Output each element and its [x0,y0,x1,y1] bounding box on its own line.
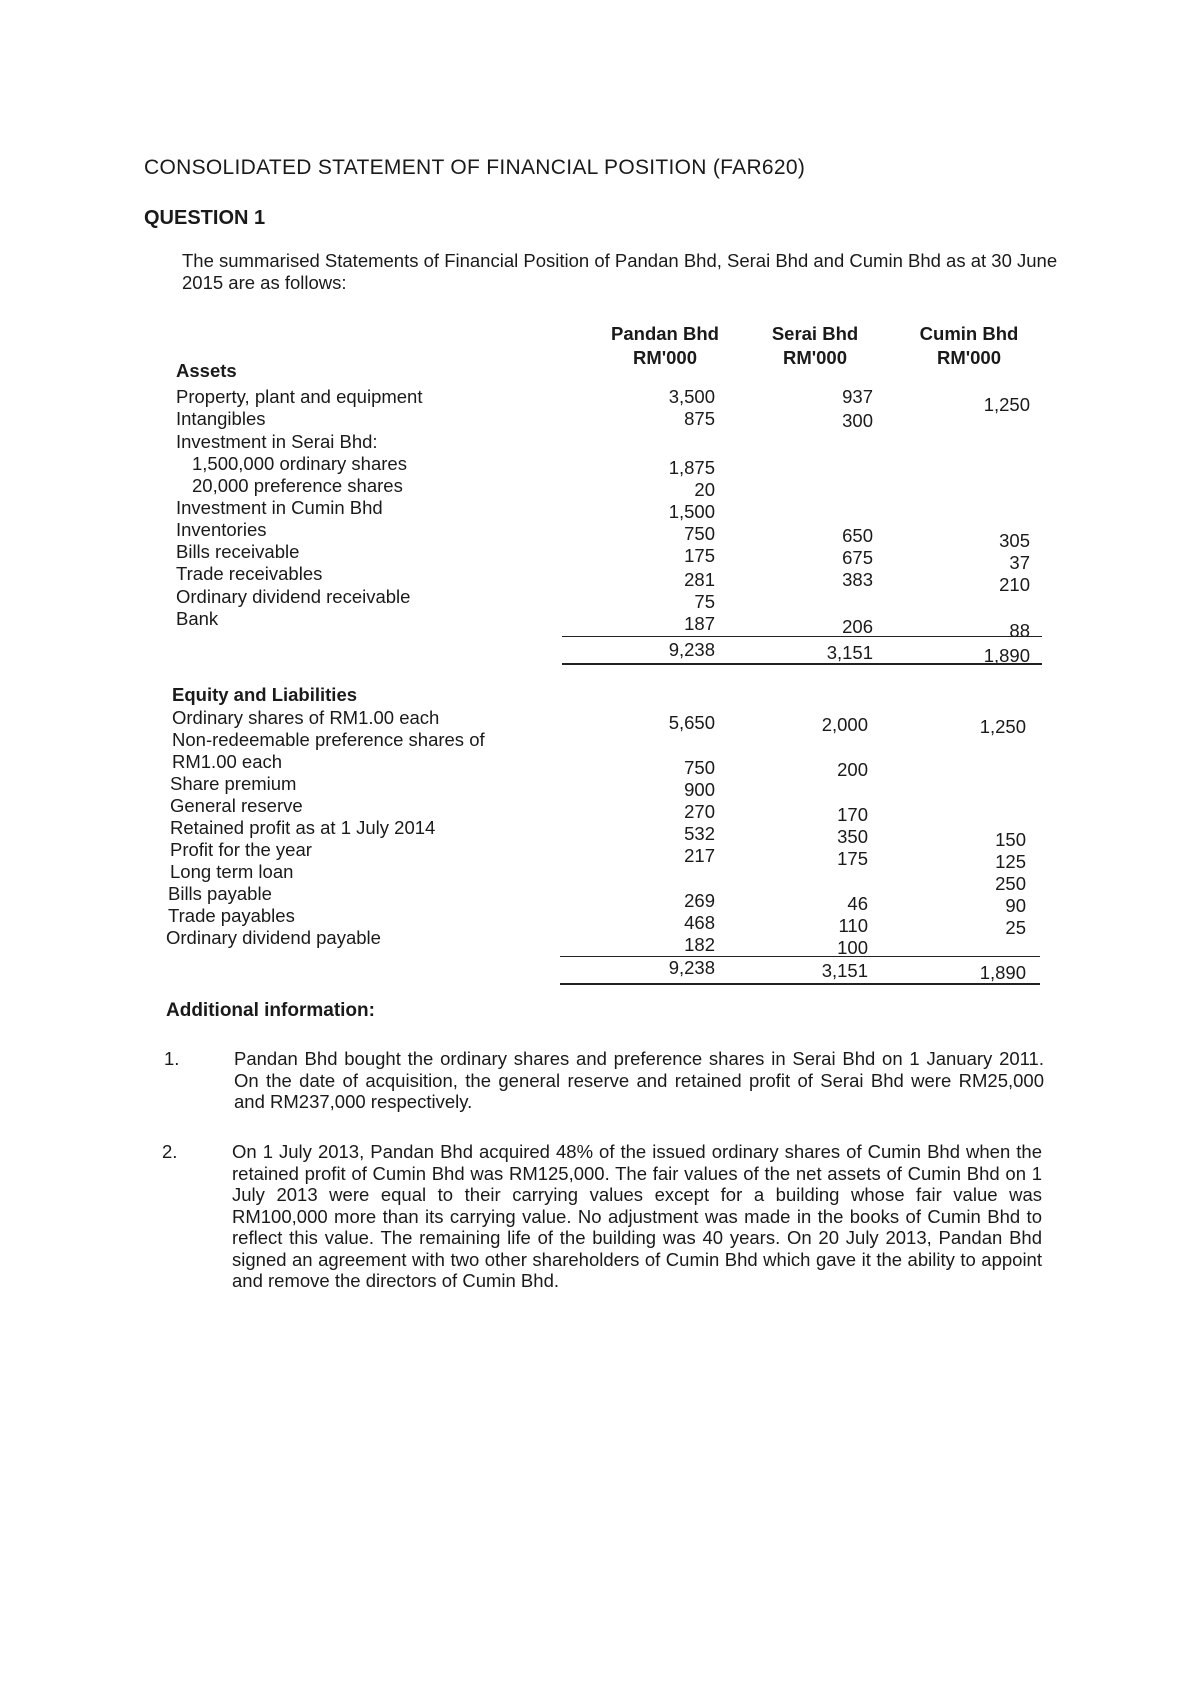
row-label: General reserve [170,795,303,816]
item-number: 2. [162,1141,178,1162]
row-label: Ordinary dividend payable [166,927,381,948]
cell-pandan: 187 [684,613,715,634]
cell-pandan: 3,500 [668,386,715,407]
cell-cumin: 150 [995,829,1026,850]
cell-serai: 675 [842,547,873,568]
row-label: Profit for the year [170,839,312,860]
cell-pandan: 1,500 [668,501,715,522]
row-label: Investment in Cumin Bhd [176,497,383,518]
unit-label: RM'000 [782,347,848,368]
column-header-serai [740,322,890,370]
cell-pandan: 217 [684,845,715,866]
total-cumin: 1,890 [979,962,1026,983]
cell-serai: 170 [837,804,868,825]
row-label: Ordinary shares of RM1.00 each [172,707,440,728]
assets-heading: Assets [176,360,237,381]
row-label: Long term loan [170,861,294,882]
row-label: Bills payable [168,883,272,904]
cell-pandan: 900 [684,779,715,800]
row-label: Investment in Serai Bhd: [176,431,378,452]
cell-serai: 206 [842,616,873,637]
subtotal-rule [560,956,1040,957]
unit-label: RM'000 [632,347,698,368]
cell-serai: 46 [847,893,868,914]
row-label: 1,500,000 ordinary shares [192,453,407,474]
cell-cumin: 90 [1005,895,1026,916]
company-name: Serai Bhd [771,323,859,344]
row-label: Bills receivable [176,541,300,562]
document-header: CONSOLIDATED STATEMENT OF FINANCIAL POSITION (FAR620) [144,156,806,179]
cell-cumin: 250 [995,873,1026,894]
cell-cumin: 37 [1009,552,1030,573]
cell-cumin: 1,250 [983,394,1030,415]
cell-serai: 175 [837,848,868,869]
row-label: Intangibles [176,408,266,429]
cell-pandan: 750 [684,523,715,544]
row-label: Share premium [170,773,297,794]
cell-serai: 383 [842,569,873,590]
cell-pandan: 468 [684,912,715,933]
cell-serai: 650 [842,525,873,546]
row-label: Retained profit as at 1 July 2014 [170,817,436,838]
cell-pandan: 875 [684,408,715,429]
cell-pandan: 532 [684,823,715,844]
row-label: Trade receivables [176,563,323,584]
row-label: RM1.00 each [172,751,283,772]
cell-pandan: 75 [694,591,715,612]
cell-serai: 2,000 [821,714,868,735]
cell-pandan: 5,650 [668,712,715,733]
question-title: QUESTION 1 [144,207,266,229]
row-label: Property, plant and equipment [176,386,423,407]
row-label: Inventories [176,519,267,540]
cell-pandan: 269 [684,890,715,911]
row-label: Trade payables [168,905,295,926]
total-serai: 3,151 [826,642,873,663]
equity-heading: Equity and Liabilities [172,684,358,705]
total-serai: 3,151 [821,960,868,981]
row-label: Bank [176,608,219,629]
cell-cumin: 25 [1005,917,1026,938]
additional-info-item: Pandan Bhd bought the ordinary shares and preference shares in Serai Bhd on 1 January 2011. On the date of acquisition, the general reserve and retained profit of Serai Bhd were RM25,000 and RM237,000 respectively. [234,1048,1044,1112]
cell-serai: 100 [837,937,868,958]
row-label: Ordinary dividend receivable [176,586,411,607]
total-rule [560,983,1040,985]
cell-serai: 200 [837,759,868,780]
column-header-pandan [590,322,740,370]
cell-pandan: 182 [684,934,715,955]
cell-pandan: 750 [684,757,715,778]
subtotal-rule [562,636,1042,637]
total-pandan: 9,238 [668,639,715,660]
row-label: 20,000 preference shares [192,475,403,496]
additional-info-item: On 1 July 2013, Pandan Bhd acquired 48% of the issued ordinary shares of Cumin Bhd when the retained profit of Cumin Bhd was RM125,000. The fair values of the net assets of Cumin Bhd on 1 July 2013 were equal to their carrying values except for a building whose fair value was RM100,000 more than its carrying value. No adjustment was made in the books of Cumin Bhd to reflect this value. The remaining life of the building was 40 years. On 20 July 2013, Pandan Bhd signed an agreement with two other shareholders of Cumin Bhd which gave it the ability to appoint and remove the directors of Cumin Bhd. [232,1141,1042,1291]
cell-serai: 110 [838,915,868,936]
cell-pandan: 20 [694,479,715,500]
item-number: 1. [164,1048,180,1069]
cell-pandan: 1,875 [668,457,715,478]
cell-cumin: 125 [995,851,1026,872]
row-label: Non-redeemable preference shares of [172,729,485,750]
cell-pandan: 281 [684,569,715,590]
company-name: Cumin Bhd [919,323,1019,344]
column-header-cumin [894,322,1044,370]
cell-serai: 350 [837,826,868,847]
additional-info-heading: Additional information: [166,1000,375,1021]
cell-cumin: 305 [999,530,1030,551]
company-name: Pandan Bhd [611,323,719,344]
cell-pandan: 270 [684,801,715,822]
cell-cumin: 210 [999,574,1030,595]
cell-serai: 937 [842,386,873,407]
intro-paragraph: The summarised Statements of Financial Position of Pandan Bhd, Serai Bhd and Cumin Bhd as at 30 June 2015 are as follows: [182,250,1058,293]
total-pandan: 9,238 [668,957,715,978]
unit-label: RM'000 [936,347,1002,368]
cell-cumin: 1,250 [979,716,1026,737]
total-rule [562,663,1042,665]
total-cumin: 1,890 [983,645,1030,666]
cell-cumin: 88 [1009,620,1030,641]
cell-serai: 300 [842,410,873,431]
cell-pandan: 175 [684,545,715,566]
